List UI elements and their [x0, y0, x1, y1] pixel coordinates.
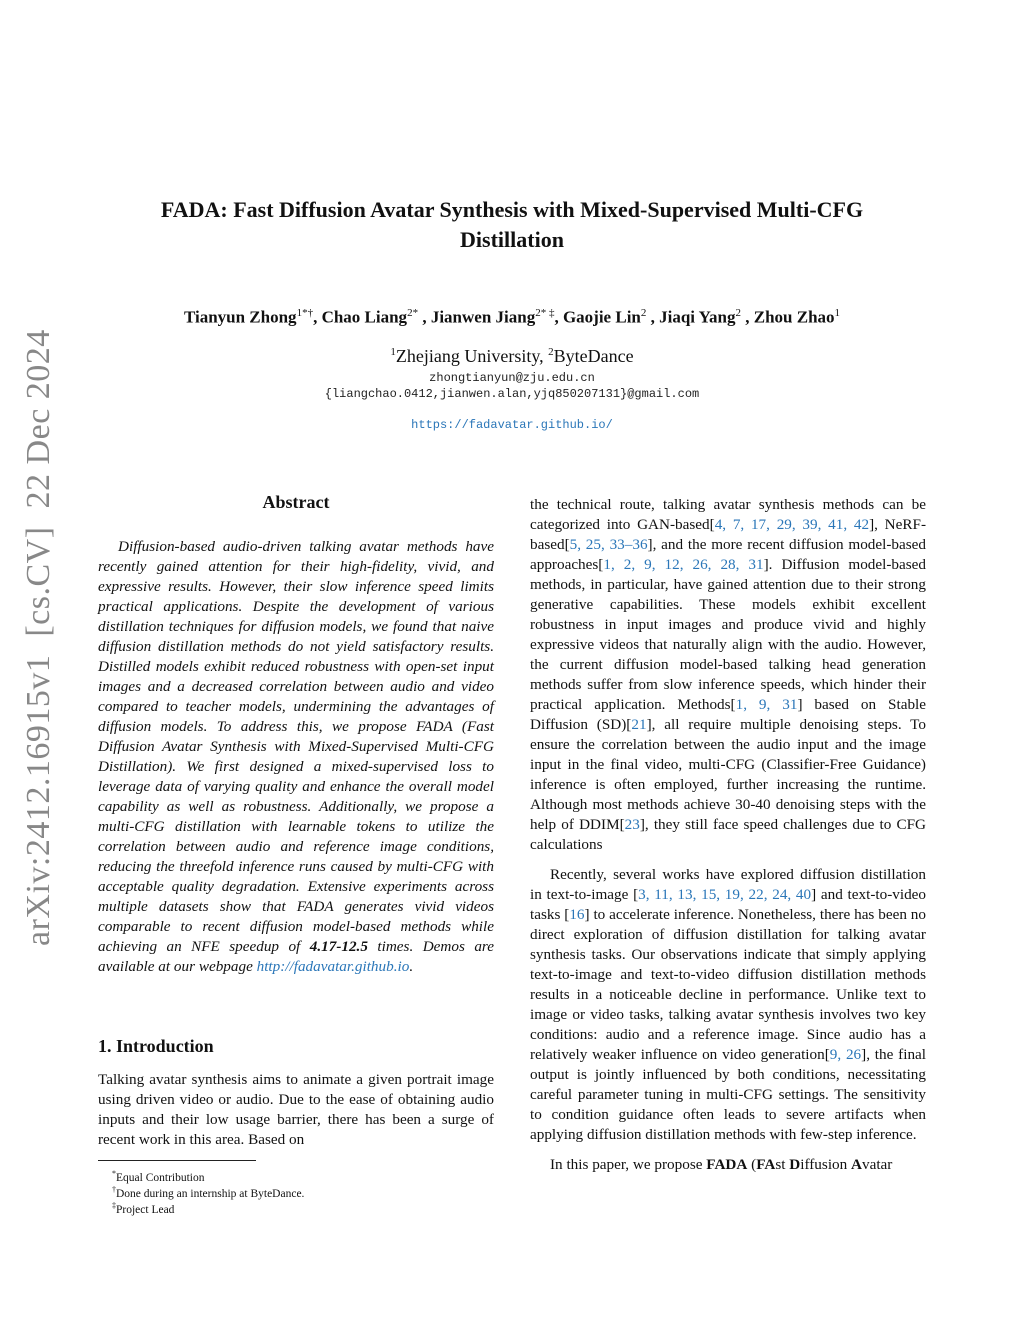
section-heading-introduction: 1. Introduction	[98, 1036, 214, 1056]
arxiv-stamp	[20, 329, 60, 946]
footnote-mark: †	[112, 1185, 116, 1194]
footnote	[112, 1198, 174, 1218]
right-column	[530, 495, 926, 1175]
author-name: Jiaqi Yang	[659, 307, 736, 327]
paragraph	[530, 495, 926, 855]
citation-group[interactable]: 1, 9, 31	[735, 696, 798, 713]
speedup-value: 4.17-12.5	[309, 938, 368, 955]
arxiv-date: 22 Dec 2024	[20, 329, 57, 509]
text-run: ]. Diffusion model-based methods, in particular, have gained attention due to their strong generative capabilities. These models exhibit excellent robustness in input images and produce vivid and highly expressive videos that naturally align with the audio. However, the current diffusion model-based talking head generation methods suffer from slow inference speeds, which hinder their practical application. Methods[	[530, 556, 926, 713]
abstract-heading: Abstract	[262, 492, 330, 512]
abstract-body	[98, 537, 494, 977]
title-line-1: FADA: Fast Diffusion Avatar Synthesis with Mixed-Supervised Multi-CFG	[160, 197, 864, 222]
affil-name: ByteDance	[553, 346, 634, 366]
author-name: Chao Liang	[321, 307, 408, 327]
citation[interactable]: 21	[631, 716, 647, 733]
author-marks: 1	[834, 307, 841, 319]
author-marks: 2*	[407, 307, 419, 319]
arxiv-category: [cs.CV]	[20, 526, 57, 637]
text-run: ], they still face speed challenges due to CFG calculations	[530, 816, 926, 853]
author-marks: 1*†	[296, 307, 314, 319]
text-run: (	[747, 1156, 757, 1173]
email-line-1[interactable]: zhongtianyun@zju.edu.cn	[429, 371, 595, 385]
footnote-text: Equal Contribution	[116, 1171, 205, 1184]
footnote-mark: *	[112, 1169, 116, 1178]
affil-name: Zhejiang University,	[395, 346, 544, 366]
text-run: st	[775, 1156, 790, 1173]
affil-mark: 2	[548, 346, 554, 358]
abstract-tail: times. Demos are available at our webpage	[98, 938, 495, 975]
text-run: ], all require multiple denoising steps. To ensure the correlation between the audio input and the image input in the final video, multi-CFG (Classifier-Free Guidance) inference is often employed, further increasing the runtime. Although most methods achieve 30-40 denoising steps with the help of DDIM[	[530, 716, 926, 833]
text-run: ] based on Stable Diffusion (SD)[	[530, 696, 926, 733]
footnote-mark: ‡	[112, 1201, 116, 1210]
title-line-2: Distillation	[460, 227, 564, 252]
text-run: ], the final output is jointly influenced by both conditions, necessitating careful parameter tuning in multi-CFG settings. The sensitivity to condition guidance often leads to severe artifacts when applying diffusion distillation methods with few-step inference.	[530, 1046, 926, 1143]
acronym-letter: D	[789, 1156, 801, 1173]
author-list: Tianyun Zhong$^{1*\dagger}$, Chao Liang$^{2*}$ , Jianwen Jiang$^{2* \ddagger}$, Gaojie Lin$^2$ , Jiaqi Yang$^2$ , Zhou Zhao$^1$	[183, 307, 841, 327]
footnote-text: Project Lead	[116, 1203, 175, 1216]
method-name: FADA	[706, 1156, 748, 1173]
paragraph	[530, 865, 926, 1145]
intro-left-paragraph: Talking avatar synthesis aims to animate a given portrait image using driven video or audio. Due to the ease of obtaining audio inputs and their low usage barrier, there has been a surge of recent work in this area. Based on	[98, 1071, 494, 1148]
text-run: ] and text-to-video tasks [	[530, 886, 927, 923]
paper-title	[100, 195, 924, 255]
citation[interactable]: 16	[569, 906, 585, 923]
demo-link[interactable]: http://fadavatar.github.io	[256, 958, 410, 975]
text-run: ] to accelerate inference. Nonetheless, there has been no direct exploration of diffusion distillation for talking avatar synthesis tasks. Our observations indicate that simply applying text-to-image and text-to-video diffusion distillation methods results in a noticeable decline in performance. Unlike text to image or video tasks, talking avatar synthesis involves two key conditions: audio and a reference image. Since audio has a relatively weaker influence on video generation[	[530, 906, 926, 1063]
text-run: vatar	[862, 1156, 893, 1173]
text-run: the technical route, talking avatar synthesis methods can be categorized into GAN-based[	[530, 496, 926, 533]
paragraph	[530, 1155, 926, 1175]
arxiv-id: arXiv:2412.16915v1	[20, 654, 57, 946]
footnote-text: Done during an internship at ByteDance.	[116, 1187, 305, 1200]
author-name: Jianwen Jiang	[430, 307, 536, 327]
author-marks: 2* ‡	[535, 307, 555, 319]
text-run: In this paper, we propose	[550, 1156, 707, 1173]
project-url-link[interactable]: https://fadavatar.github.io/	[411, 418, 613, 432]
acronym-letter: A	[851, 1156, 862, 1173]
citation-group[interactable]: 4, 7, 17, 29, 39, 41, 42	[714, 516, 870, 533]
abstract-end: .	[409, 958, 414, 975]
acronym-letter: FA	[756, 1156, 776, 1173]
author-marks: 2	[640, 307, 647, 319]
text-run: Recently, several works have explored diffusion distillation in text-to-image [	[530, 866, 926, 903]
email-line-2[interactable]: {liangchao.0412,jianwen.alan,yjq850207131}@gmail.com	[324, 387, 700, 401]
citation[interactable]: 23	[624, 816, 640, 833]
author-name: Tianyun Zhong	[183, 307, 297, 327]
text-run: iffusion	[800, 1156, 852, 1173]
citation-group[interactable]: 9, 26	[829, 1046, 862, 1063]
author-name: Zhou Zhao	[753, 307, 835, 327]
citation-group[interactable]: 3, 11, 13, 15, 19, 22, 24, 40	[638, 886, 812, 903]
author-marks: 2	[735, 307, 741, 319]
author-name: Gaojie Lin	[562, 307, 641, 327]
affil-mark: 1	[390, 346, 396, 358]
abstract-text: Diffusion-based audio-driven talking avatar methods have recently gained attention for their high-fidelity, vivid, and expressive results. However, their slow inference speed limits practical applications. Despite the development of various distillation techniques for diffusion models, we found that naive diffusion distillation methods do not yield satisfactory results. Distilled models exhibit reduced robustness with open-set input images and a decreased correlation between audio and video compared to teacher models, undermining the advantages of diffusion models. To address this, we propose FADA (Fast Diffusion Avatar Synthesis with Mixed-Supervised Multi-CFG Distillation). We first designed a mixed-supervised loss to leverage data of varying quality and enhance the overall model capability as well as robustness. Additionally, we propose a multi-CFG distillation with learnable tokens to utilize the correlation between audio and reference image conditions, reducing the threefold inference runs caused by multi-CFG with acceptable quality degradation. Extensive experiments across multiple datasets show that FADA generates vivid videos comparable to recent diffusion model-based methods while achieving an NFE speedup of	[98, 538, 494, 955]
text-run: ], and the more recent diffusion model-based approaches[	[530, 536, 926, 573]
footnote-rule	[98, 1160, 256, 1161]
affiliations	[100, 346, 924, 367]
citation-group[interactable]: 5, 25, 33–36	[569, 536, 648, 553]
citation-group[interactable]: 1, 2, 9, 12, 26, 28, 31	[603, 556, 764, 573]
text-run: ], NeRF-based[	[530, 516, 927, 553]
